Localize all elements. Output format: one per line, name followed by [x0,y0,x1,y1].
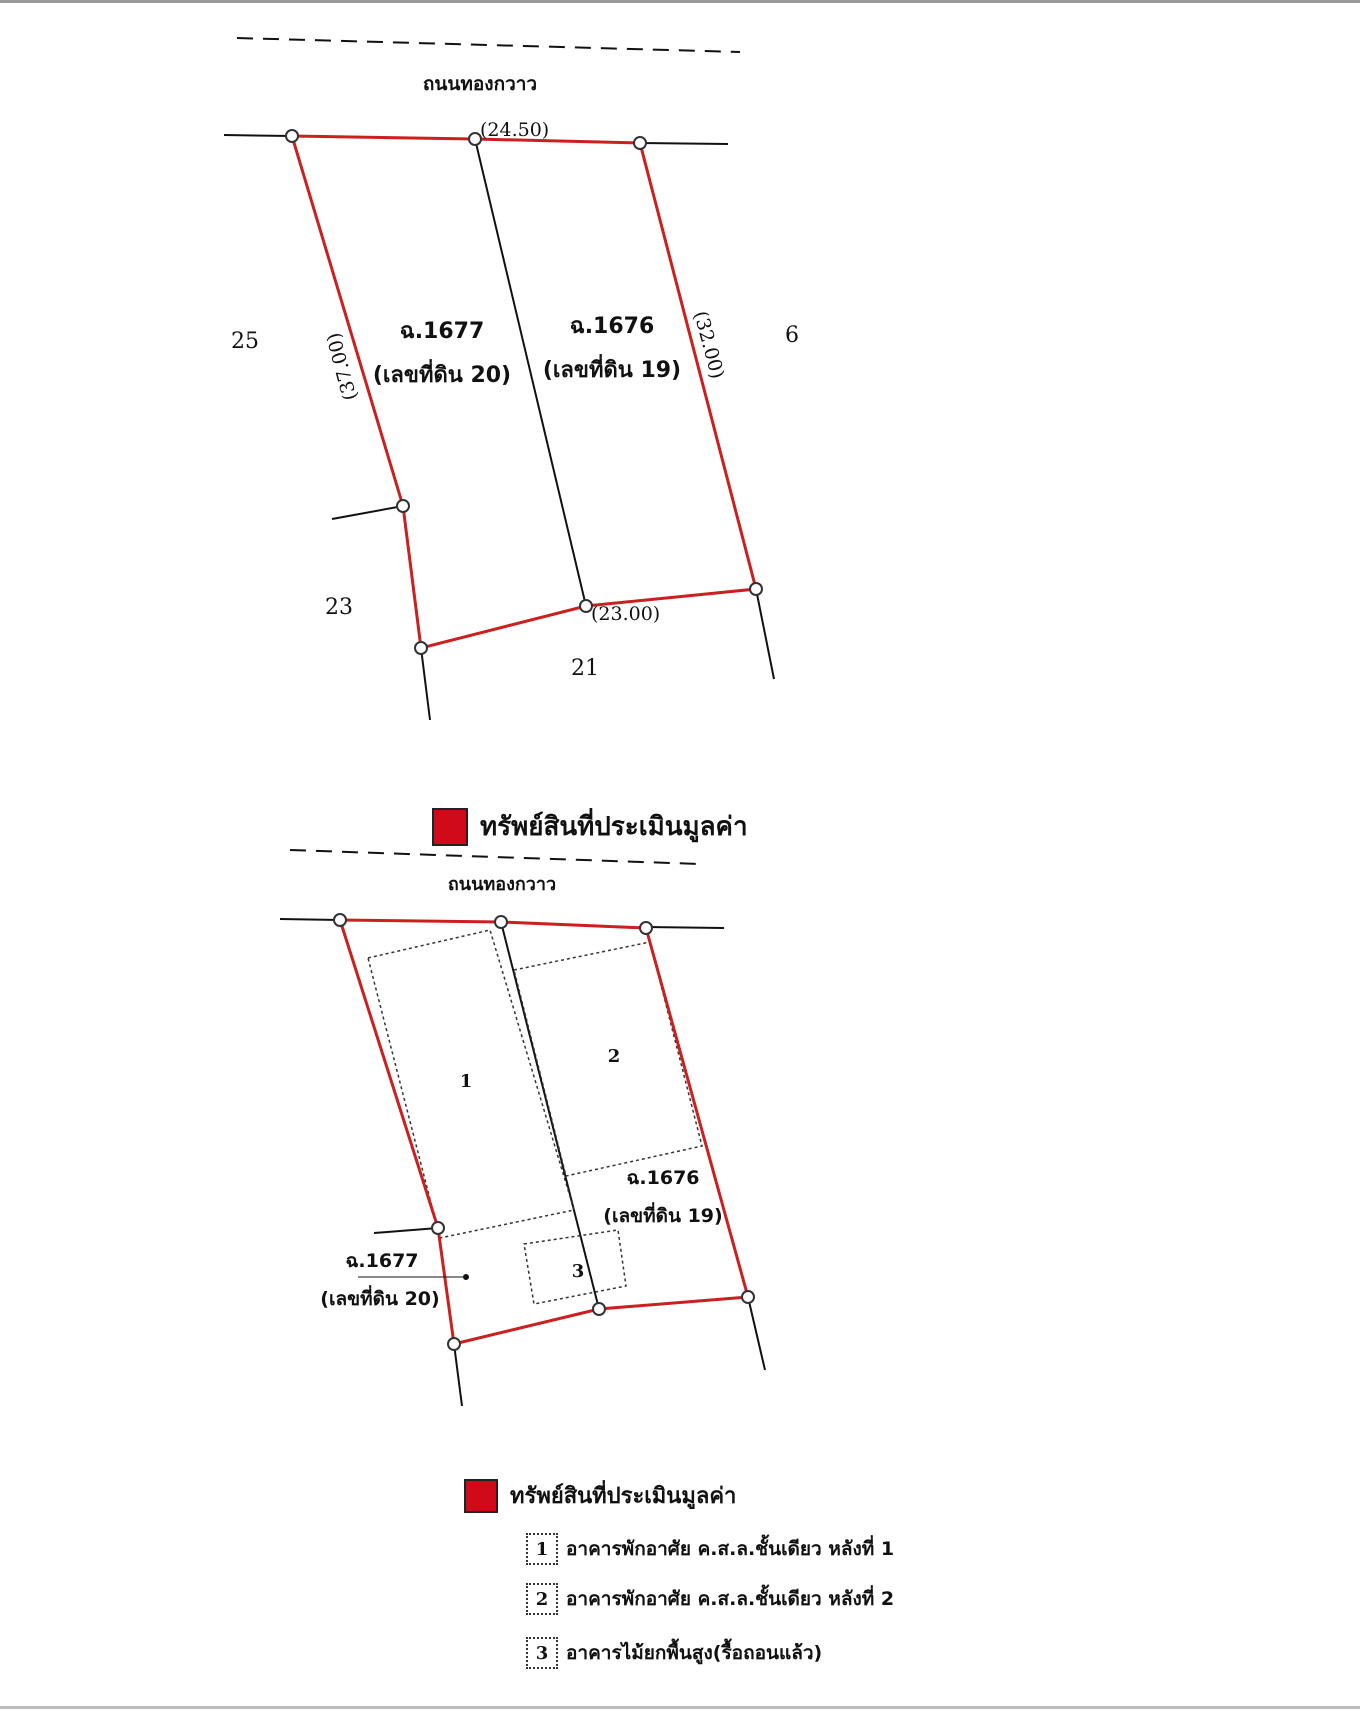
assessed-swatch [464,1479,498,1513]
leader-dot [463,1274,469,1280]
dimension-right: (32.00) [689,308,729,382]
parcel-lot-left: (เลขที่ดิน 20) [372,363,512,388]
survey-point [432,1222,444,1234]
extension-line [280,919,340,920]
legend-label: ทรัพย์สินที่ประเมินมูลค่า [510,1484,737,1509]
extension-line [640,143,728,144]
bottom-border-line [0,1706,1360,1709]
map-1 [224,38,799,720]
survey-point [397,500,409,512]
survey-point [495,916,507,928]
map-2 [280,850,765,1406]
survey-point [640,922,652,934]
neighbor-6: 6 [785,323,799,348]
legend-item-3 [526,1637,822,1669]
survey-point [750,583,762,595]
extension-line [374,1228,438,1233]
survey-point [415,642,427,654]
road-centerline-2 [290,850,700,864]
parcel-id-left: ฉ.1677 [399,319,485,344]
assessed-swatch [432,808,468,846]
legend-label: ทรัพย์สินที่ประเมินมูลค่า [480,812,748,842]
assessed-boundary-1 [292,136,756,648]
survey-point [742,1291,754,1303]
neighbor-23: 23 [325,595,353,620]
parcel-id-right: ฉ.1676 [569,314,655,339]
parcel-lot-right-2: (เลขที่ดิน 19) [603,1205,723,1227]
parcel-divider-2 [501,922,599,1309]
extension-line [224,135,292,136]
dimension-bottom: (23.00) [591,603,661,625]
survey-point [593,1303,605,1315]
legend-number-box: 3 [526,1637,558,1669]
legend-item-1 [526,1533,894,1565]
extension-line [748,1297,765,1370]
parcel-lot-left-2: (เลขที่ดิน 20) [320,1288,440,1310]
road-centerline-1 [237,38,740,52]
survey-point [334,914,346,926]
parcel-lot-right: (เลขที่ดิน 19) [542,358,682,383]
survey-point [286,130,298,142]
parcel-id-left-2: ฉ.1677 [345,1250,419,1272]
legend-item-text: อาคารพักอาศัย ค.ส.ล.ชั้นเดียว หลังที่ 1 [566,1538,895,1560]
building-1-label: 1 [459,1071,473,1092]
neighbor-25: 25 [231,329,259,354]
building-2-label: 2 [607,1046,621,1067]
extension-line [756,589,774,679]
survey-points-2 [334,914,754,1350]
legend-item-text: อาคารพักอาศัย ค.ส.ล.ชั้นเดียว หลังที่ 2 [566,1588,895,1610]
legend-number-box: 1 [526,1533,558,1565]
dimension-left: (37.00) [322,330,362,403]
assessed-boundary-2 [340,920,748,1344]
survey-point [448,1338,460,1350]
neighbor-21: 21 [571,656,599,681]
extension-line [421,648,430,720]
road-name-1: ถนนทองกวาว [422,73,538,95]
extension-line [332,506,403,519]
legend-item-2 [526,1583,894,1615]
legend-assessed-2 [464,1478,736,1513]
extension-line [646,927,724,928]
legend-item-text: อาคารไม้ยกพื้นสูง(รื้อถอนแล้ว) [566,1642,823,1664]
dimension-top: (24.50) [480,119,550,141]
extension-line [454,1344,462,1406]
legend-assessed-1 [432,806,748,847]
road-name-2: ถนนทองกวาว [447,874,557,895]
survey-point [634,137,646,149]
parcel-id-right-2: ฉ.1676 [626,1167,700,1189]
building-3-label: 3 [571,1261,585,1282]
legend-number-box: 2 [526,1583,558,1615]
